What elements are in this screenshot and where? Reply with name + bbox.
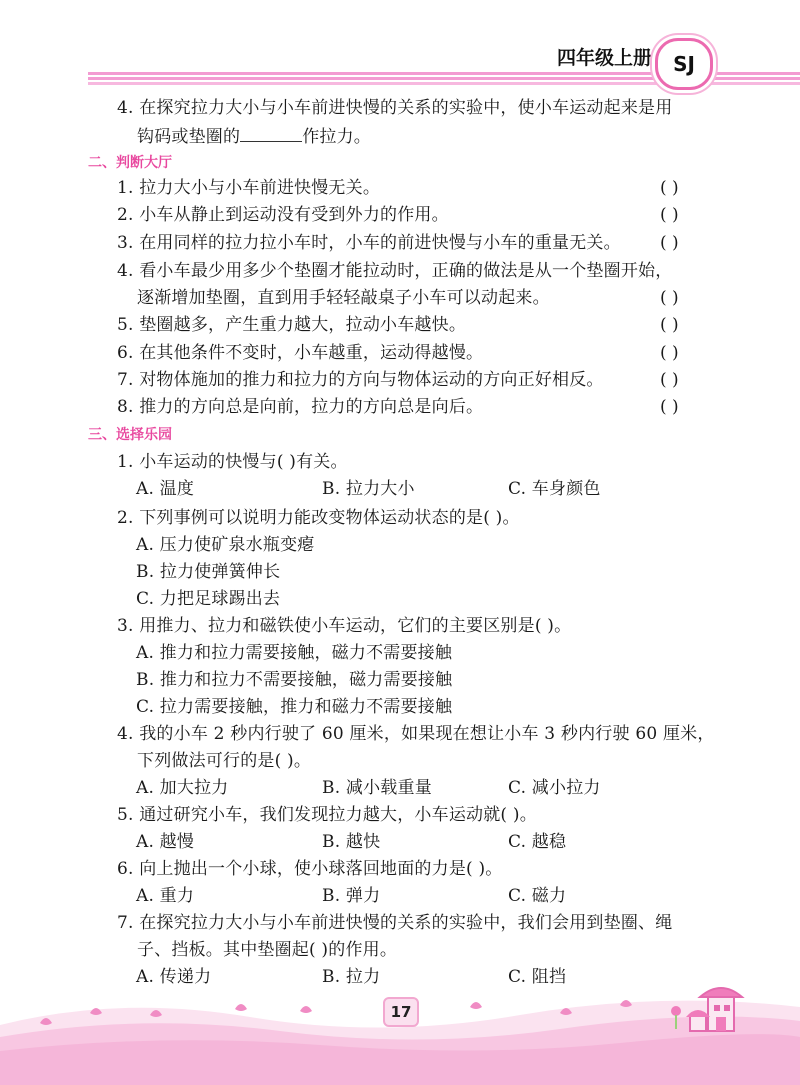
choice-q5-option-c[interactable]: C. 越稳 xyxy=(508,832,567,852)
choice-q6-stem: 6. 向上抛出一个小球，使小球落回地面的力是( )。 xyxy=(117,859,503,879)
choice-q2-option-b[interactable]: B. 拉力使弹簧伸长 xyxy=(136,562,281,582)
choice-q7-stem-cont: 子、挡板。其中垫圈起( )的作用。 xyxy=(137,940,398,960)
choice-q1-option-a[interactable]: A. 温度 xyxy=(136,479,195,499)
judge-item-8: 8. 推力的方向总是向前，拉力的方向总是向后。 xyxy=(117,397,484,417)
choice-q3-option-a[interactable]: A. 推力和拉力需要接触，磁力不需要接触 xyxy=(136,643,453,663)
judge-answer-3[interactable]: ( ) xyxy=(660,233,679,253)
choice-q7-option-a[interactable]: A. 传递力 xyxy=(136,967,212,987)
choice-q1-option-c[interactable]: C. 车身颜色 xyxy=(508,479,601,499)
edition-badge: SJ xyxy=(655,38,713,90)
judge-item-7: 7. 对物体施加的推力和拉力的方向与物体运动的方向正好相反。 xyxy=(117,370,604,390)
fill-q4-line2 xyxy=(137,125,371,149)
choice-q5-option-b[interactable]: B. 越快 xyxy=(322,832,381,852)
choice-q3-option-c[interactable]: C. 拉力需要接触，推力和磁力不需要接触 xyxy=(136,697,453,717)
judge-answer-7[interactable]: ( ) xyxy=(660,370,679,390)
fill-q4-text-b: 作拉力。 xyxy=(302,127,372,147)
choice-q7-option-c[interactable]: C. 阻挡 xyxy=(508,967,567,987)
choice-q2-option-a[interactable]: A. 压力使矿泉水瓶变瘪 xyxy=(136,535,315,555)
choice-q5-option-a[interactable]: A. 越慢 xyxy=(136,832,195,852)
judge-item-5: 5. 垫圈越多，产生重力越大，拉动小车越快。 xyxy=(117,315,467,335)
choice-q6-option-c[interactable]: C. 磁力 xyxy=(508,886,567,906)
choice-q6-option-b[interactable]: B. 弹力 xyxy=(322,886,381,906)
judge-answer-5[interactable]: ( ) xyxy=(660,315,679,335)
choice-q4-option-a[interactable]: A. 加大拉力 xyxy=(136,778,229,798)
choice-q1-stem: 1. 小车运动的快慢与( )有关。 xyxy=(117,452,348,472)
choice-q5-stem: 5. 通过研究小车，我们发现拉力越大，小车运动就( )。 xyxy=(117,805,537,825)
choice-q7-option-b[interactable]: B. 拉力 xyxy=(322,967,381,987)
answer-blank[interactable] xyxy=(240,125,302,142)
fill-q4-text-a: 钩码或垫圈的 xyxy=(137,127,241,147)
choice-q3-option-b[interactable]: B. 推力和拉力不需要接触，磁力需要接触 xyxy=(136,670,453,690)
grade-label: 四年级上册 xyxy=(557,47,653,69)
judge-item-4-cont: 逐渐增加垫圈，直到用手轻轻敲桌子小车可以动起来。 xyxy=(137,288,550,308)
judge-answer-8[interactable]: ( ) xyxy=(660,397,679,417)
fill-q4-line1: 4. 在探究拉力大小与小车前进快慢的关系的实验中，使小车运动起来是用 xyxy=(117,98,673,118)
choice-q4-stem-cont: 下列做法可行的是( )。 xyxy=(137,751,312,771)
choice-q4-option-c[interactable]: C. 减小拉力 xyxy=(508,778,601,798)
choice-q4-option-b[interactable]: B. 减小载重量 xyxy=(322,778,432,798)
judge-answer-1[interactable]: ( ) xyxy=(660,178,679,198)
choice-q3-stem: 3. 用推力、拉力和磁铁使小车运动，它们的主要区别是( )。 xyxy=(117,616,572,636)
choice-q4-stem: 4. 我的小车 2 秒内行驶了 60 厘米，如果现在想让小车 3 秒内行驶 60 厘米， xyxy=(117,724,715,744)
choice-q2-option-c[interactable]: C. 力把足球踢出去 xyxy=(136,589,281,609)
section-title-choice: 三、选择乐园 xyxy=(88,427,172,443)
judge-item-4: 4. 看小车最少用多少个垫圈才能拉动时，正确的做法是从一个垫圈开始， xyxy=(117,261,673,281)
judge-item-3: 3. 在用同样的拉力拉小车时，小车的前进快慢与小车的重量无关。 xyxy=(117,233,621,253)
judge-answer-4[interactable]: ( ) xyxy=(660,288,679,308)
choice-q2-stem: 2. 下列事例可以说明力能改变物体运动状态的是( )。 xyxy=(117,508,520,528)
judge-item-6: 6. 在其他条件不变时，小车越重，运动得越慢。 xyxy=(117,343,484,363)
choice-q1-option-b[interactable]: B. 拉力大小 xyxy=(322,479,415,499)
judge-item-2: 2. 小车从静止到运动没有受到外力的作用。 xyxy=(117,205,449,225)
choice-q7-stem: 7. 在探究拉力大小与小车前进快慢的关系的实验中，我们会用到垫圈、绳 xyxy=(117,913,673,933)
judge-answer-6[interactable]: ( ) xyxy=(660,343,679,363)
choice-q6-option-a[interactable]: A. 重力 xyxy=(136,886,195,906)
judge-answer-2[interactable]: ( ) xyxy=(660,205,679,225)
page-number: 17 xyxy=(383,997,419,1027)
section-title-judge: 二、判断大厅 xyxy=(88,155,172,171)
judge-item-1: 1. 拉力大小与小车前进快慢无关。 xyxy=(117,178,381,198)
